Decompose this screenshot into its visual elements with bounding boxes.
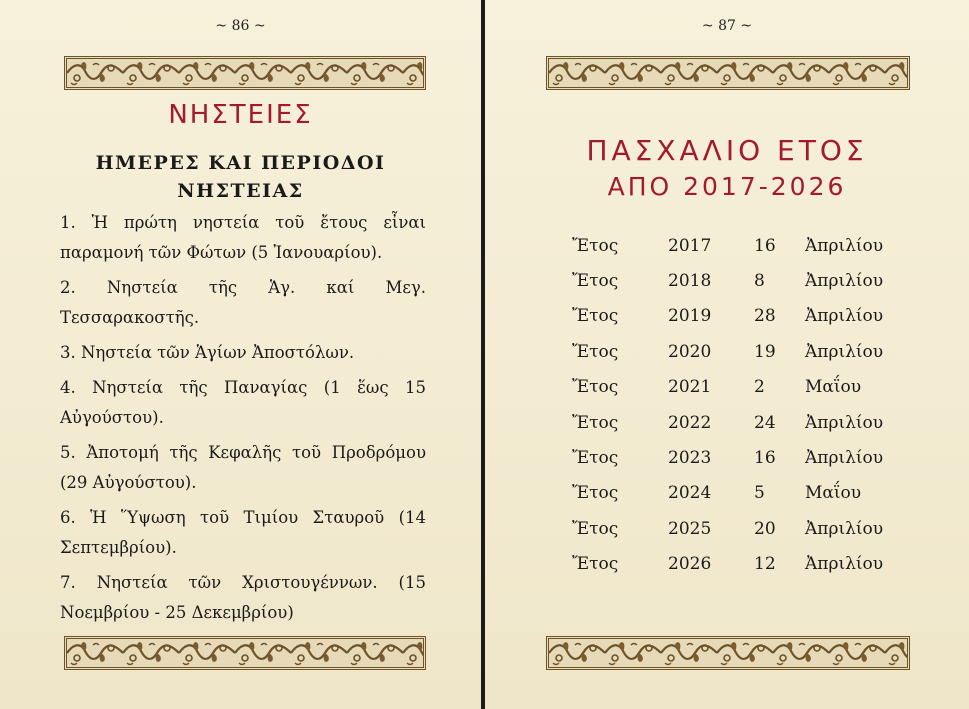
row-day: 8	[754, 271, 765, 292]
page-number: ~ 86 ~	[215, 18, 266, 34]
row-label: Ἔτος	[572, 306, 619, 327]
row-day: 16	[754, 235, 776, 256]
table-row	[572, 334, 883, 369]
row-month: Ἀπριλίου	[805, 306, 884, 327]
list-item: 3. Νηστεία τῶν Ἁγίων Ἀποστόλων.	[60, 343, 355, 362]
section-subtitle-line2: ΝΗΣΤΕΙΑΣ	[177, 180, 304, 202]
section-title-line1: ΠΑΣΧΑΛΙΟ ΕΤΟΣ	[586, 134, 868, 167]
row-month: Ἀπριλίου	[805, 554, 884, 575]
fasting-list	[60, 208, 426, 633]
row-month: Ἀπριλίου	[805, 518, 884, 539]
list-item: 2. Νηστεία τῆς Ἁγ. καί Μεγ. Τεσσαρακοστῆς.	[60, 278, 426, 327]
row-label: Ἔτος	[572, 271, 619, 292]
row-month: Μαΐου	[805, 483, 862, 504]
row-month: Ἀπριλίου	[805, 235, 884, 256]
row-day: 16	[754, 448, 776, 469]
row-day: 19	[754, 341, 776, 362]
section-subtitle-line1: ΗΜΕΡΕΣ ΚΑΙ ΠΕΡΙΟΔΟΙ	[95, 152, 386, 174]
row-label: Ἔτος	[572, 341, 619, 362]
ornament-border-bottom	[546, 636, 910, 670]
row-label: Ἔτος	[572, 518, 619, 539]
row-month: Ἀπριλίου	[805, 271, 884, 292]
section-title-line2: ΑΠΟ 2017-2026	[607, 172, 847, 201]
row-year: 2019	[668, 306, 712, 327]
row-label: Ἔτος	[572, 448, 619, 469]
row-year: 2023	[668, 448, 712, 469]
table-row	[572, 476, 883, 511]
list-item: 6. Ἡ Ὕψωση τοῦ Τιμίου Σταυροῦ (14 Σεπτεμβρίου).	[60, 508, 426, 557]
list-item: 1. Ἡ πρώτη νηστεία τοῦ ἔτους εἶναι παραμονή τῶν Φώτων (5 Ἰανουαρίου).	[60, 213, 426, 262]
row-month: Ἀπριλίου	[805, 448, 884, 469]
row-month: Ἀπριλίου	[805, 341, 884, 362]
table-row	[572, 299, 883, 334]
table-row	[572, 547, 883, 582]
ornament-border-top	[64, 56, 426, 90]
table-row	[572, 511, 883, 546]
row-day: 2	[754, 377, 765, 398]
row-day: 5	[754, 483, 765, 504]
table-row	[572, 370, 883, 405]
easter-dates-table	[572, 228, 883, 582]
table-row	[572, 228, 883, 263]
row-year: 2022	[668, 412, 712, 433]
row-year: 2018	[668, 271, 712, 292]
row-year: 2024	[668, 483, 712, 504]
row-year: 2020	[668, 341, 712, 362]
section-title: ΝΗΣΤΕΙΕΣ	[168, 100, 313, 130]
left-page	[0, 0, 481, 709]
table-row	[572, 263, 883, 298]
row-label: Ἔτος	[572, 554, 619, 575]
ornament-border-bottom	[64, 636, 426, 670]
row-month: Μαΐου	[805, 377, 862, 398]
row-year: 2021	[668, 377, 712, 398]
row-month: Ἀπριλίου	[805, 412, 884, 433]
right-page	[485, 0, 969, 709]
row-year: 2026	[668, 554, 712, 575]
row-label: Ἔτος	[572, 377, 619, 398]
page-number: ~ 87 ~	[701, 18, 753, 34]
row-day: 24	[754, 412, 776, 433]
row-year: 2017	[668, 235, 712, 256]
list-item: 5. Ἀποτομή τῆς Κεφαλῆς τοῦ Προδρόμου (29 Αὐγούστου).	[60, 443, 426, 492]
row-year: 2025	[668, 518, 712, 539]
row-label: Ἔτος	[572, 235, 619, 256]
table-row	[572, 440, 883, 475]
row-label: Ἔτος	[572, 483, 619, 504]
table-row	[572, 405, 883, 440]
ornament-border-top	[546, 56, 910, 90]
list-item: 4. Νηστεία τῆς Παναγίας (1 ἕως 15 Αὐγούστου).	[60, 378, 426, 427]
row-day: 20	[754, 518, 776, 539]
row-day: 12	[754, 554, 776, 575]
row-label: Ἔτος	[572, 412, 619, 433]
list-item: 7. Νηστεία τῶν Χριστουγέννων. (15 Νοεμβρίου - 25 Δεκεμβρίου)	[60, 573, 426, 622]
row-day: 28	[754, 306, 776, 327]
